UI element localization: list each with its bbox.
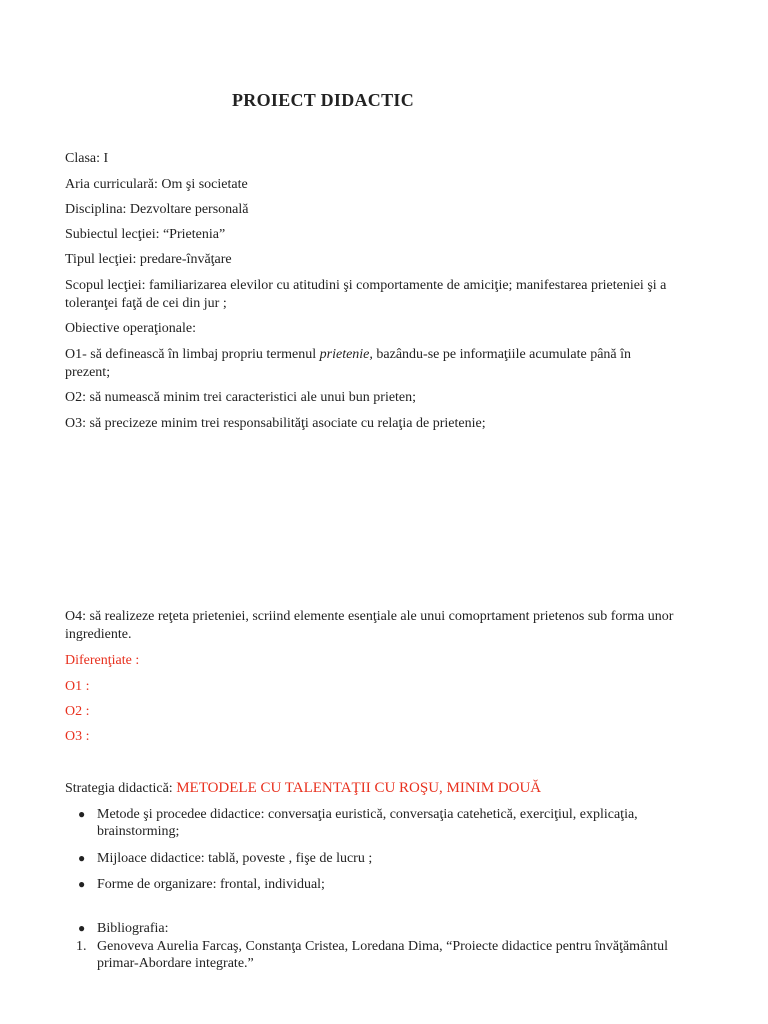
objective-o1-line2: prezent; bbox=[65, 365, 111, 380]
field-scopul-line1: Scopul lecţiei: familiarizarea elevilor cu atitudini şi comportamente de amiciţie; manifestarea prieteniei şi a bbox=[65, 278, 667, 293]
bullet-methods-line2: brainstorming; bbox=[97, 824, 180, 839]
field-disciplina: Disciplina: Dezvoltare personală bbox=[65, 202, 249, 217]
bullet-means: Mijloace didactice: tablă, poveste , fişe de lucru ; bbox=[97, 851, 373, 866]
bullet-dot-icon: ● bbox=[78, 851, 86, 865]
bibliography-line2: primar-Abordare integrate.” bbox=[97, 956, 254, 971]
strategy-note: METODELE CU TALENTAŢII CU ROŞU, MINIM DOUĂ bbox=[176, 780, 542, 796]
field-aria: Aria curriculară: Om şi societate bbox=[65, 177, 248, 192]
bullet-dot-icon: ● bbox=[78, 807, 86, 821]
differentiated-o2: O2 : bbox=[65, 704, 90, 719]
differentiated-header: Diferenţiate : bbox=[65, 653, 140, 668]
objective-o1-italic: prietenie, bbox=[319, 347, 373, 362]
objectives-header: Obiective operaţionale: bbox=[65, 321, 196, 336]
objective-o4-line1: O4: să realizeze reţeta prieteniei, scriind elemente esenţiale ale unui comoprtament prietenos sub forma unor bbox=[65, 609, 674, 624]
objective-o1-text-a: O1- să definească în limbaj propriu termenul bbox=[65, 347, 320, 362]
bullet-dot-icon: ● bbox=[78, 921, 86, 935]
bibliography-number: 1. bbox=[76, 939, 87, 954]
field-tipul: Tipul lecţiei: predare-învăţare bbox=[65, 252, 232, 267]
field-subiect: Subiectul lecţiei: “Prietenia” bbox=[65, 227, 226, 242]
strategy-line bbox=[65, 779, 715, 798]
objective-o1-line1 bbox=[65, 346, 715, 364]
objective-o1-text-b: bazându-se pe informaţiile acumulate până în bbox=[372, 347, 632, 362]
bullet-dot-icon: ● bbox=[78, 877, 86, 891]
objective-o2: O2: să numească minim trei caracteristici ale unui bun prieten; bbox=[65, 390, 417, 405]
bullet-methods-line1: Metode şi procedee didactice: conversaţia euristică, conversaţia catehetică, exerciţiul, explicaţia, bbox=[97, 807, 638, 822]
bullet-forms: Forme de organizare: frontal, individual; bbox=[97, 877, 325, 892]
field-clasa: Clasa: I bbox=[65, 151, 109, 166]
field-scopul-line2: toleranţei faţă de cei din jur ; bbox=[65, 296, 227, 311]
objective-o4-line2: ingrediente. bbox=[65, 627, 132, 642]
bibliography-line1: Genoveva Aurelia Farcaş, Constanţa Cristea, Loredana Dima, “Proiecte didactice pentru învăţământul bbox=[97, 939, 669, 954]
strategy-label: Strategia didactică: bbox=[65, 781, 177, 796]
bullet-bibliography: Bibliografia: bbox=[97, 921, 169, 936]
objective-o3: O3: să precizeze minim trei responsabilităţi asociate cu relaţia de prietenie; bbox=[65, 416, 486, 431]
differentiated-o3: O3 : bbox=[65, 729, 90, 744]
document-title: PROIECT DIDACTIC bbox=[232, 90, 414, 110]
differentiated-o1: O1 : bbox=[65, 679, 90, 694]
